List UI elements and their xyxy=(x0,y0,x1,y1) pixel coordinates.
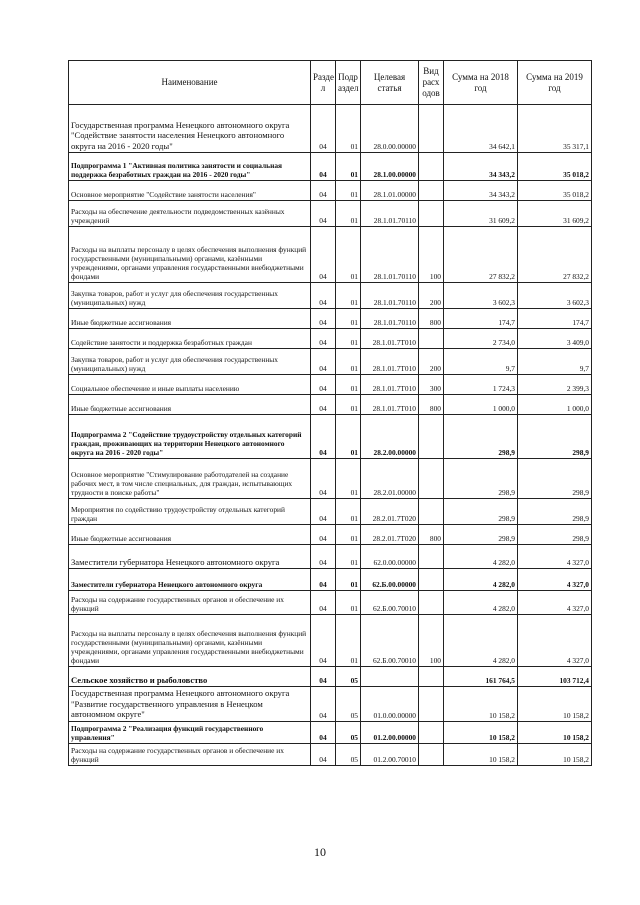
row-sum-2019: 10 158,2 xyxy=(518,721,592,743)
row-subsection: 01 xyxy=(336,349,361,375)
row-section: 04 xyxy=(311,283,336,309)
row-sum-2018: 9,7 xyxy=(444,349,518,375)
row-subsection: 01 xyxy=(336,545,361,569)
row-name: Расходы на содержание государственных органов и обеспечение их функций xyxy=(69,591,311,615)
row-sum-2018: 34 642,1 xyxy=(444,105,518,153)
row-subsection: 01 xyxy=(336,227,361,283)
table-row xyxy=(69,227,592,283)
row-sum-2019: 3 409,0 xyxy=(518,329,592,349)
row-sum-2018: 3 602,3 xyxy=(444,283,518,309)
row-sum-2018: 34 343,2 xyxy=(444,153,518,181)
row-subsection: 01 xyxy=(336,499,361,525)
row-subsection: 01 xyxy=(336,309,361,329)
row-section: 04 xyxy=(311,395,336,415)
row-sum-2019: 2 399,3 xyxy=(518,375,592,395)
table-row xyxy=(69,309,592,329)
row-name: Иные бюджетные ассигнования xyxy=(69,309,311,329)
row-sum-2018: 1 000,0 xyxy=(444,395,518,415)
row-sum-2018: 1 724,3 xyxy=(444,375,518,395)
table-row xyxy=(69,569,592,591)
row-exp-type xyxy=(419,591,444,615)
row-section: 04 xyxy=(311,201,336,227)
row-sum-2018: 298,9 xyxy=(444,525,518,545)
header-section: Разде л xyxy=(311,61,336,105)
row-exp-type: 200 xyxy=(419,283,444,309)
row-exp-type xyxy=(419,153,444,181)
header-subsection: Подр аздел xyxy=(336,61,361,105)
page-number: 10 xyxy=(314,845,326,859)
row-section: 04 xyxy=(311,105,336,153)
row-name: Закупка товаров, работ и услуг для обеспечения государственных (муниципальных) нужд xyxy=(69,349,311,375)
row-subsection: 01 xyxy=(336,569,361,591)
row-target: 28.1.01.7Т010 xyxy=(361,375,419,395)
row-exp-type xyxy=(419,459,444,499)
row-target: 28.2.00.00000 xyxy=(361,415,419,459)
row-sum-2018: 4 282,0 xyxy=(444,615,518,667)
row-sum-2019: 4 327,0 xyxy=(518,615,592,667)
row-target: 28.1.01.00000 xyxy=(361,181,419,201)
row-sum-2018: 161 764,5 xyxy=(444,667,518,687)
row-sum-2018: 174,7 xyxy=(444,309,518,329)
row-name: Подпрограмма 2 "Реализация функций государственного управления" xyxy=(69,721,311,743)
row-name: Мероприятия по содействию трудоустройству отдельных категорий граждан xyxy=(69,499,311,525)
row-sum-2018: 4 282,0 xyxy=(444,591,518,615)
row-target: 28.1.01.7Т010 xyxy=(361,329,419,349)
row-target: 01.0.00.00000 xyxy=(361,687,419,722)
row-sum-2018: 31 609,2 xyxy=(444,201,518,227)
row-exp-type xyxy=(419,721,444,743)
row-section: 04 xyxy=(311,591,336,615)
row-exp-type xyxy=(419,329,444,349)
table-row xyxy=(69,687,592,722)
row-name: Иные бюджетные ассигнования xyxy=(69,525,311,545)
row-target: 62.0.00.00000 xyxy=(361,545,419,569)
row-exp-type: 100 xyxy=(419,615,444,667)
header-sum-2019: Сумма на 2019 год xyxy=(518,61,592,105)
header-target: Целевая статья xyxy=(361,61,419,105)
row-name: Расходы на выплаты персоналу в целях обеспечения выполнения функций государственными (муниципальными) органами, казёнными учреждениями, органами управления государственными внебюджетными фондами xyxy=(69,615,311,667)
row-sum-2019: 298,9 xyxy=(518,499,592,525)
row-subsection: 01 xyxy=(336,615,361,667)
row-target: 28.1.01.70110 xyxy=(361,201,419,227)
row-exp-type xyxy=(419,667,444,687)
row-exp-type xyxy=(419,415,444,459)
row-section: 04 xyxy=(311,569,336,591)
row-sum-2019: 298,9 xyxy=(518,459,592,499)
row-target: 62.Б.00.70010 xyxy=(361,615,419,667)
row-subsection: 01 xyxy=(336,415,361,459)
table-body xyxy=(69,105,592,766)
header-sum-2018: Сумма на 2018 год xyxy=(444,61,518,105)
row-target: 28.1.01.70110 xyxy=(361,309,419,329)
row-sum-2018: 34 343,2 xyxy=(444,181,518,201)
row-name: Содействие занятости и поддержка безработных граждан xyxy=(69,329,311,349)
row-exp-type: 800 xyxy=(419,395,444,415)
table-row xyxy=(69,105,592,153)
row-exp-type xyxy=(419,545,444,569)
row-target: 28.1.01.70110 xyxy=(361,227,419,283)
row-exp-type xyxy=(419,687,444,722)
row-subsection: 01 xyxy=(336,375,361,395)
row-section: 04 xyxy=(311,309,336,329)
row-name: Расходы на содержание государственных органов и обеспечение их функций xyxy=(69,743,311,765)
row-name: Государственная программа Ненецкого автономного округа "Развитие государственного управления в Ненецком автономном округе" xyxy=(69,687,311,722)
row-sum-2018: 298,9 xyxy=(444,459,518,499)
row-sum-2019: 10 158,2 xyxy=(518,743,592,765)
table-row xyxy=(69,545,592,569)
row-sum-2019: 103 712,4 xyxy=(518,667,592,687)
row-subsection: 01 xyxy=(336,591,361,615)
row-name: Заместители губернатора Ненецкого автономного округа xyxy=(69,545,311,569)
row-target: 01.2.00.00000 xyxy=(361,721,419,743)
row-exp-type: 100 xyxy=(419,227,444,283)
row-sum-2018: 27 832,2 xyxy=(444,227,518,283)
table-row xyxy=(69,349,592,375)
row-target: 62.Б.00.70010 xyxy=(361,591,419,615)
row-sum-2018: 4 282,0 xyxy=(444,569,518,591)
row-target: 28.1.00.00000 xyxy=(361,153,419,181)
row-sum-2018: 298,9 xyxy=(444,415,518,459)
row-subsection: 01 xyxy=(336,283,361,309)
table-row xyxy=(69,721,592,743)
row-subsection: 05 xyxy=(336,667,361,687)
row-subsection: 01 xyxy=(336,459,361,499)
row-sum-2019: 4 327,0 xyxy=(518,545,592,569)
table-row xyxy=(69,459,592,499)
row-target: 62.Б.00.00000 xyxy=(361,569,419,591)
row-exp-type xyxy=(419,569,444,591)
table-row xyxy=(69,591,592,615)
row-target: 28.2.01.7Т020 xyxy=(361,525,419,545)
row-target: 01.2.00.70010 xyxy=(361,743,419,765)
row-subsection: 01 xyxy=(336,105,361,153)
row-subsection: 01 xyxy=(336,329,361,349)
row-section: 04 xyxy=(311,415,336,459)
row-exp-type: 300 xyxy=(419,375,444,395)
row-sum-2019: 1 000,0 xyxy=(518,395,592,415)
row-name: Государственная программа Ненецкого автономного округа "Содействие занятости населения Ненецкого автономного округа на 2016 - 2020 годы" xyxy=(69,105,311,153)
row-name: Основное мероприятие "Содействие занятости населения" xyxy=(69,181,311,201)
row-sum-2019: 31 609,2 xyxy=(518,201,592,227)
row-section: 04 xyxy=(311,687,336,722)
row-name: Закупка товаров, работ и услуг для обеспечения государственных (муниципальных) нужд xyxy=(69,283,311,309)
row-sum-2019: 35 018,2 xyxy=(518,181,592,201)
row-name: Социальное обеспечение и иные выплаты населению xyxy=(69,375,311,395)
row-sum-2019: 3 602,3 xyxy=(518,283,592,309)
header-exp-type: Вид расх одов xyxy=(419,61,444,105)
row-subsection: 01 xyxy=(336,525,361,545)
row-sum-2019: 298,9 xyxy=(518,525,592,545)
table-row xyxy=(69,667,592,687)
row-sum-2018: 2 734,0 xyxy=(444,329,518,349)
row-sum-2019: 174,7 xyxy=(518,309,592,329)
row-name: Расходы на выплаты персоналу в целях обеспечения выполнения функций государственными (муниципальными) органами, казёнными учреждениями, органами управления государственными внебюджетными фондами xyxy=(69,227,311,283)
row-subsection: 05 xyxy=(336,721,361,743)
table-row xyxy=(69,201,592,227)
table-row xyxy=(69,525,592,545)
row-section: 04 xyxy=(311,525,336,545)
row-sum-2019: 4 327,0 xyxy=(518,591,592,615)
table-row xyxy=(69,329,592,349)
row-subsection: 01 xyxy=(336,181,361,201)
row-sum-2019: 10 158,2 xyxy=(518,687,592,722)
row-section: 04 xyxy=(311,227,336,283)
row-section: 04 xyxy=(311,375,336,395)
row-sum-2019: 9,7 xyxy=(518,349,592,375)
table-row xyxy=(69,415,592,459)
row-section: 04 xyxy=(311,329,336,349)
row-target: 28.2.01.7Т020 xyxy=(361,499,419,525)
row-target: 28.1.01.70110 xyxy=(361,283,419,309)
row-subsection: 01 xyxy=(336,395,361,415)
table-row xyxy=(69,615,592,667)
row-target: 28.2.01.00000 xyxy=(361,459,419,499)
row-section: 04 xyxy=(311,349,336,375)
row-subsection: 01 xyxy=(336,153,361,181)
row-name: Иные бюджетные ассигнования xyxy=(69,395,311,415)
row-exp-type xyxy=(419,201,444,227)
row-target xyxy=(361,667,419,687)
row-section: 04 xyxy=(311,545,336,569)
row-section: 04 xyxy=(311,743,336,765)
row-sum-2019: 4 327,0 xyxy=(518,569,592,591)
row-subsection: 05 xyxy=(336,687,361,722)
row-exp-type xyxy=(419,181,444,201)
row-section: 04 xyxy=(311,181,336,201)
row-exp-type xyxy=(419,499,444,525)
table-row xyxy=(69,153,592,181)
row-sum-2019: 27 832,2 xyxy=(518,227,592,283)
row-exp-type xyxy=(419,743,444,765)
row-exp-type xyxy=(419,105,444,153)
table-row xyxy=(69,375,592,395)
row-exp-type: 200 xyxy=(419,349,444,375)
budget-table xyxy=(68,60,592,766)
row-sum-2018: 4 282,0 xyxy=(444,545,518,569)
header-name: Наименование xyxy=(69,61,311,105)
row-sum-2018: 10 158,2 xyxy=(444,721,518,743)
row-section: 04 xyxy=(311,721,336,743)
row-name: Подпрограмма 2 "Содействие трудоустройству отдельных категорий граждан, проживающих на территории Ненецкого автономного округа на 2016 - 2020 годы" xyxy=(69,415,311,459)
header-row xyxy=(69,61,592,105)
row-section: 04 xyxy=(311,499,336,525)
row-sum-2018: 10 158,2 xyxy=(444,687,518,722)
row-section: 04 xyxy=(311,615,336,667)
row-sum-2019: 35 018,2 xyxy=(518,153,592,181)
table-row xyxy=(69,181,592,201)
row-name: Сельское хозяйство и рыболовство xyxy=(69,667,311,687)
row-subsection: 01 xyxy=(336,201,361,227)
row-exp-type: 800 xyxy=(419,525,444,545)
row-exp-type: 800 xyxy=(419,309,444,329)
row-section: 04 xyxy=(311,459,336,499)
row-target: 28.1.01.7Т010 xyxy=(361,395,419,415)
row-name: Основное мероприятие "Стимулирование работодателей на создание рабочих мест, в том числе специальных, для граждан, испытывающих трудности в поиске работы" xyxy=(69,459,311,499)
row-section: 04 xyxy=(311,667,336,687)
row-target: 28.1.01.7Т010 xyxy=(361,349,419,375)
row-subsection: 05 xyxy=(336,743,361,765)
row-target: 28.0.00.00000 xyxy=(361,105,419,153)
row-sum-2018: 10 158,2 xyxy=(444,743,518,765)
row-name: Заместители губернатора Ненецкого автономного округа xyxy=(69,569,311,591)
row-sum-2018: 298,9 xyxy=(444,499,518,525)
table-row xyxy=(69,395,592,415)
row-section: 04 xyxy=(311,153,336,181)
row-sum-2019: 35 317,1 xyxy=(518,105,592,153)
table-row xyxy=(69,283,592,309)
row-name: Подпрограмма 1 "Активная политика занятости и социальная поддержка безработных граждан на 2016 - 2020 годы" xyxy=(69,153,311,181)
row-sum-2019: 298,9 xyxy=(518,415,592,459)
table-row xyxy=(69,499,592,525)
table-row xyxy=(69,743,592,765)
row-name: Расходы на обеспечение деятельности подведомственных казённых учреждений xyxy=(69,201,311,227)
